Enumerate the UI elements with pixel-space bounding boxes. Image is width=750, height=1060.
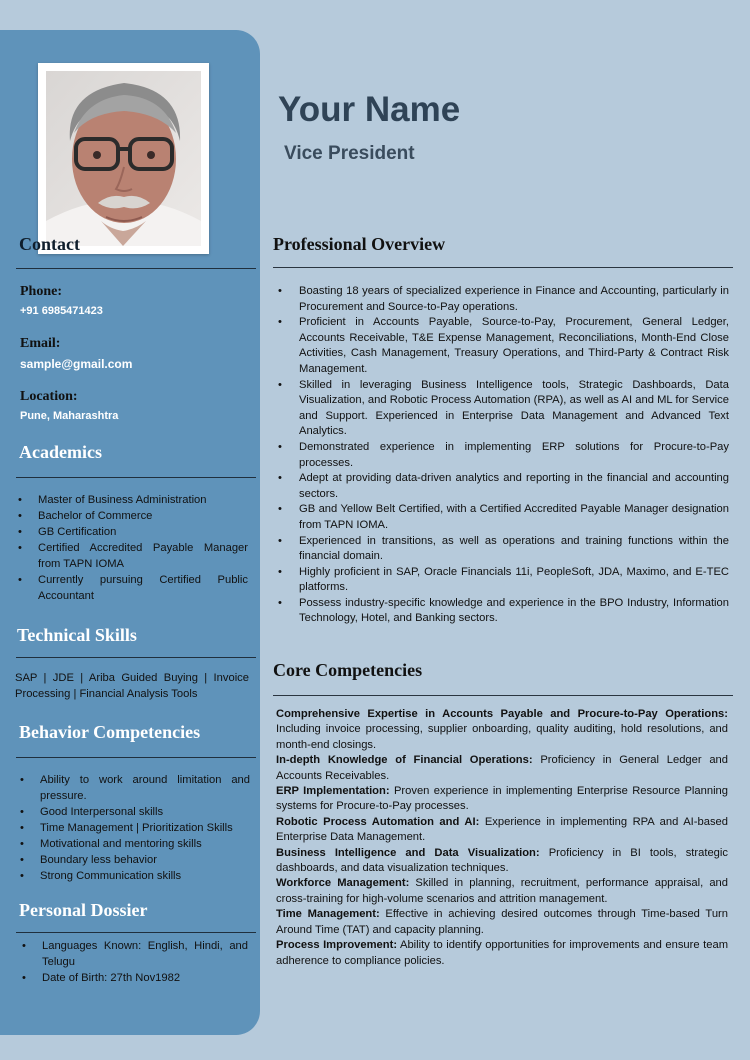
- competency-title: Process Improvement:: [276, 939, 398, 952]
- list-item: • Master of Business Administration: [16, 492, 248, 508]
- competency-text: Proficiency in General Ledger and Accounts Receivables.: [276, 754, 728, 782]
- phone-value: +91 6985471423: [20, 305, 103, 317]
- list-item: • Time Management | Prioritization Skills: [18, 820, 250, 836]
- behavior-divider: [16, 757, 256, 758]
- competency-title: Comprehensive Expertise in Accounts Payable and Procure-to-Pay Operations:: [276, 708, 728, 720]
- competency-title: Time Management:: [276, 908, 380, 921]
- overview-divider: [273, 267, 733, 268]
- academics-divider: [16, 477, 256, 478]
- academics-list: [16, 492, 248, 604]
- list-item: • Certified Accredited Payable Manager from TAPN IOMA: [16, 540, 248, 572]
- profile-photo-frame: [38, 63, 209, 254]
- list-item: • Highly proficient in SAP, Oracle Financials 11i, PeopleSoft, JDA, Maximo, and E-TEC platforms.: [275, 565, 729, 596]
- technical-skills-divider: [16, 657, 256, 658]
- candidate-title: Vice President: [284, 143, 415, 164]
- academics-heading: Academics: [19, 442, 102, 462]
- email-value: sample@gmail.com: [20, 357, 133, 371]
- phone-label: Phone:: [20, 284, 62, 299]
- location-value: Pune, Maharashtra: [20, 410, 119, 422]
- competency-title: In-depth Knowledge of Financial Operations:: [276, 754, 533, 767]
- contact-heading: Contact: [19, 234, 80, 254]
- technical-skills-heading: Technical Skills: [17, 625, 137, 645]
- competency-text: Ability to identify opportunities for improvements and ensure team adherence to compliance policies.: [276, 939, 729, 967]
- list-item: [276, 753, 728, 784]
- list-item: • Demonstrated experience in implementing ERP solutions for Procure-to-Pay processes.: [275, 440, 729, 471]
- list-item: • Bachelor of Commerce: [16, 508, 248, 524]
- list-item: • Skilled in leveraging Business Intelligence tools, Strategic Dashboards, Data Visualization, and Robotic Process Automation (RPA), as well as AI and ML for Service and Support. Experienced in Enterprise Data Management and Advanced Text Analytics.: [275, 378, 729, 440]
- list-item: • GB Certification: [16, 524, 248, 540]
- list-item: [276, 815, 728, 846]
- list-item: • Boundary less behavior: [18, 852, 250, 868]
- list-item: • Good Interpersonal skills: [18, 804, 250, 820]
- personal-divider: [16, 932, 256, 933]
- personal-list: [20, 938, 248, 986]
- contact-divider: [16, 268, 256, 269]
- list-item: [276, 784, 728, 815]
- competency-title: Workforce Management:: [276, 877, 410, 890]
- list-item: [276, 907, 728, 938]
- list-item: • Possess industry-specific knowledge and experience in the BPO Industry, Information Technology, Hotel, and Banking sectors.: [275, 596, 729, 627]
- competencies-list: [276, 707, 728, 969]
- competencies-heading: Core Competencies: [273, 660, 423, 680]
- overview-heading: Professional Overview: [273, 234, 446, 254]
- competencies-divider: [273, 695, 733, 696]
- list-item: • Languages Known: English, Hindi, and Telugu: [20, 938, 248, 970]
- technical-skills-text: SAP | JDE | Ariba Guided Buying | Invoice Processing | Financial Analysis Tools: [15, 672, 249, 700]
- list-item: • Experienced in transitions, as well as operations and training functions within the financial domain.: [275, 534, 729, 565]
- competency-title: Robotic Process Automation and AI:: [276, 815, 480, 828]
- competency-text: Proficiency in BI tools, strategic dashboards, and data visualization techniques.: [276, 846, 728, 875]
- competency-title: Business Intelligence and Data Visualization:: [276, 846, 540, 859]
- email-label: Email:: [20, 336, 61, 351]
- list-item: [276, 846, 728, 877]
- list-item: • Strong Communication skills: [18, 868, 250, 884]
- behavior-list: [18, 772, 250, 884]
- competency-title: ERP Implementation:: [276, 785, 390, 798]
- list-item: [276, 938, 728, 969]
- list-item: [276, 707, 728, 753]
- location-label: Location:: [20, 389, 78, 404]
- overview-list: [275, 284, 729, 627]
- list-item: [276, 876, 728, 907]
- competency-text: Proven experience in implementing Enterprise Resource Planning systems for Procure-to-Pay processes.: [276, 785, 728, 813]
- list-item: • Ability to work around limitation and pressure.: [18, 772, 250, 804]
- list-item: • Adept at providing data-driven analytics and reporting in the financial and accounting sectors.: [275, 471, 729, 502]
- competency-text: Skilled in planning, recruitment, performance appraisal, and cross-training for high-volume scenarios and attrition management.: [276, 877, 728, 905]
- list-item: • Boasting 18 years of specialized experience in Finance and Accounting, particularly in Procurement and Source-to-Pay operations.: [275, 284, 729, 315]
- list-item: • Date of Birth: 27th Nov1982: [20, 970, 248, 986]
- profile-photo: [46, 71, 201, 246]
- list-item: • Proficient in Accounts Payable, Source-to-Pay, Procurement, General Ledger, Accounts Receivable, T&E Expense Management, Reconciliations, Month-End Close Activities, Cash Management, Treasury Operations, and Third-Party & Contract Risk Management.: [275, 315, 729, 377]
- person-portrait-icon: [46, 71, 201, 246]
- list-item: • GB and Yellow Belt Certified, with a Certified Accredited Payable Manager designation from TAPN IOMA.: [275, 502, 729, 533]
- personal-heading: Personal Dossier: [19, 900, 148, 920]
- list-item: • Currently pursuing Certified Public Accountant: [16, 572, 248, 604]
- competency-text: Effective in achieving desired outcomes through Time-based Turn Around Time (TAT) and capacity planning.: [276, 908, 728, 936]
- competency-text: Including invoice processing, supplier onboarding, quality auditing, hold resolutions, and month-end closings.: [276, 723, 728, 751]
- list-item: • Motivational and mentoring skills: [18, 836, 250, 852]
- behavior-heading: Behavior Competencies: [19, 722, 201, 742]
- candidate-name: Your Name: [278, 90, 461, 129]
- competency-text: Experience in implementing RPA and AI-based Enterprise Data Management.: [276, 815, 728, 844]
